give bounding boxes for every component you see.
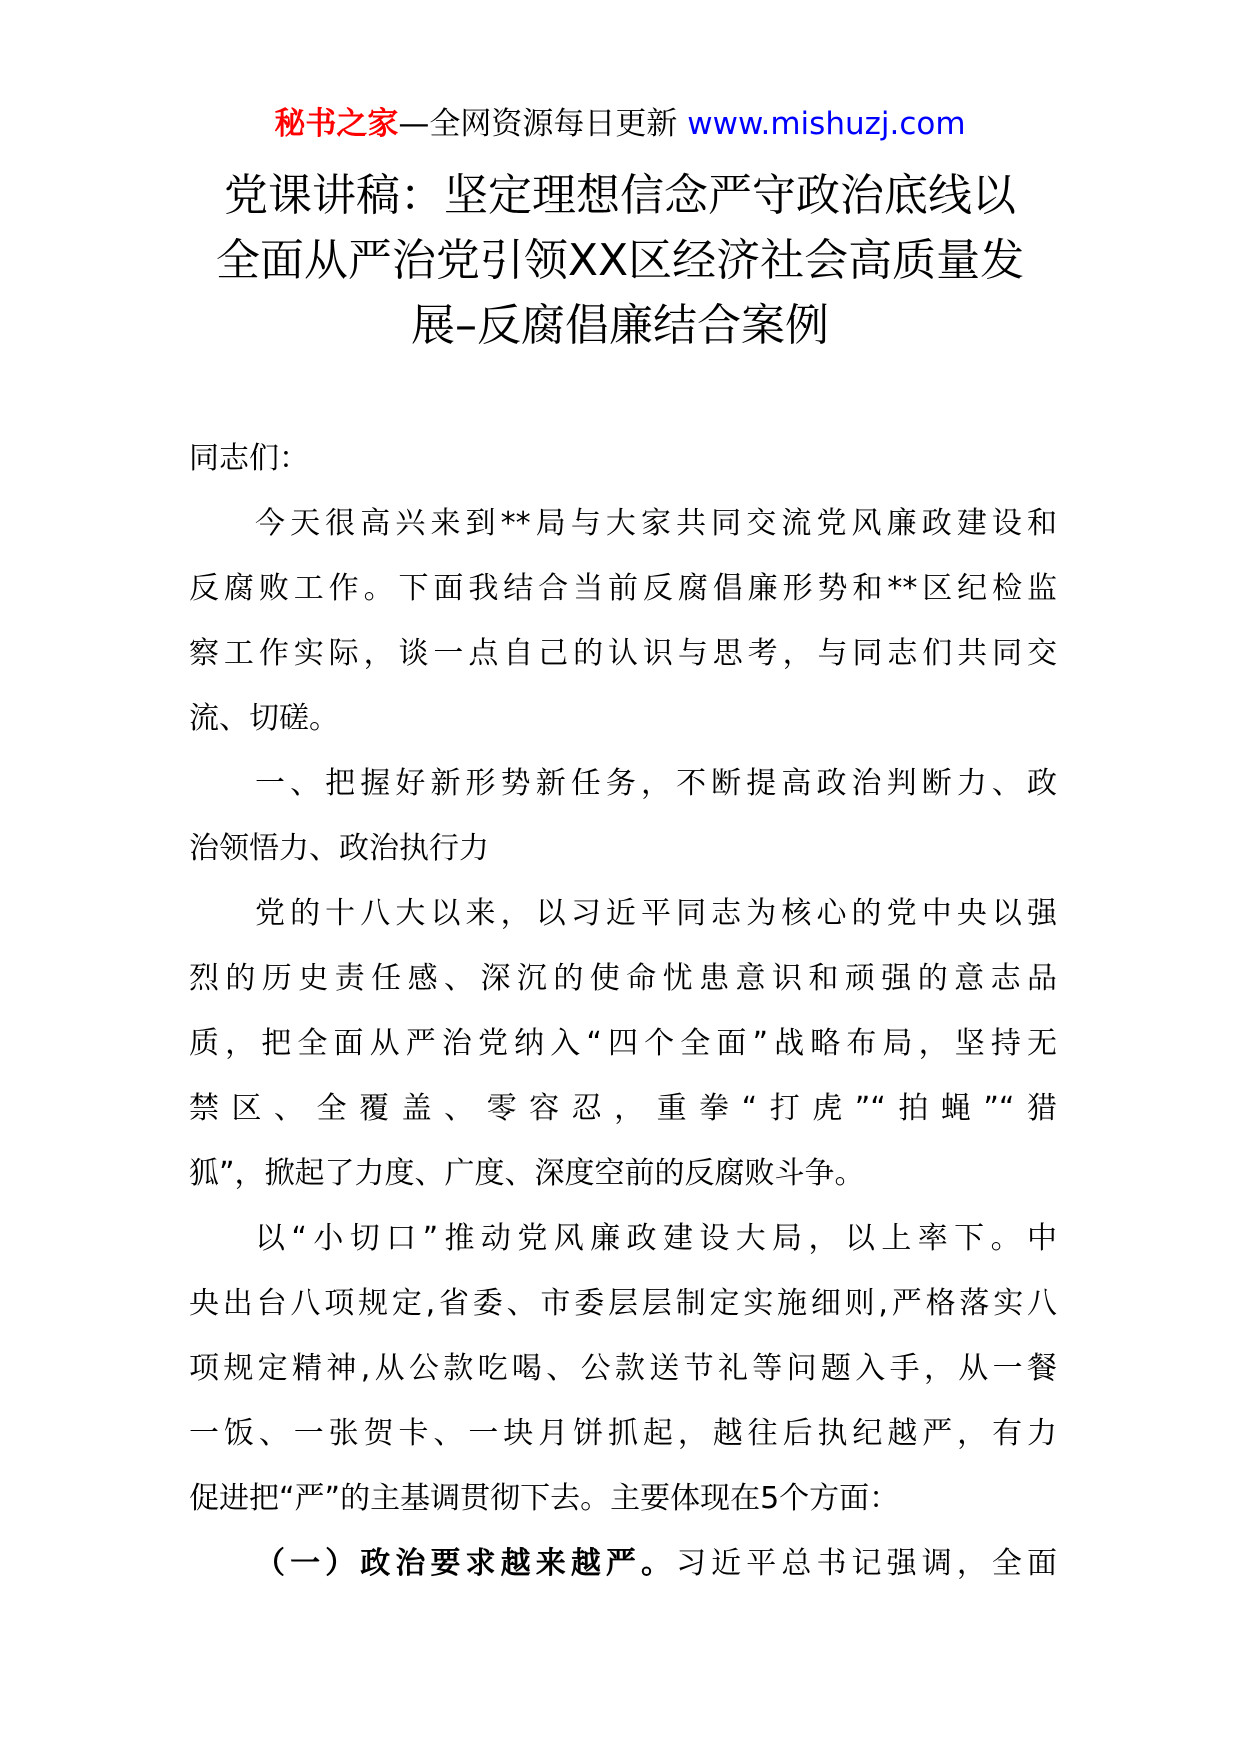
paragraph xyxy=(189,1206,1057,1531)
paragraph-line: 烈的历史责任感、深沉的使命忧患意识和顽强的意志品 xyxy=(189,961,1057,996)
paragraph-text: 习近平总书记强调，全面 xyxy=(676,1546,1058,1581)
site-url-link[interactable]: www.mishuzj.com xyxy=(687,106,966,142)
site-banner xyxy=(0,102,1240,146)
salutation: 同志们： xyxy=(189,441,309,476)
paragraph-line: 质，把全面从严治党纳入“四个全面”战略布局，坚持无 xyxy=(189,1026,1057,1061)
paragraph xyxy=(189,751,1057,881)
paragraph-line: 狐”，掀起了力度、广度、深度空前的反腐败斗争。 xyxy=(189,1156,865,1191)
paragraph-line: 一、把握好新形势新任务，不断提高政治判断力、政 xyxy=(255,766,1057,801)
document-title xyxy=(180,163,1060,358)
paragraph-line: 以“小切口”推动党风廉政建设大局，以上率下。中 xyxy=(255,1221,1057,1256)
document-body xyxy=(189,426,1057,1596)
paragraph-line: 项规定精神,从公款吃喝、公款送节礼等问题入手，从一餐 xyxy=(189,1351,1057,1386)
paragraph-line: 促进把“严”的主基调贯彻下去。主要体现在5个方面： xyxy=(189,1481,900,1516)
title-line: 党课讲稿：坚定理想信念严守政治底线以 xyxy=(224,170,1016,221)
paragraph-line: 流、切磋。 xyxy=(189,701,339,736)
paragraph xyxy=(189,881,1057,1206)
paragraph-line: 察工作实际，谈一点自己的认识与思考，与同志们共同交 xyxy=(189,636,1057,671)
paragraph-line: 今天很高兴来到**局与大家共同交流党风廉政建设和 xyxy=(255,506,1057,541)
title-line: 展–反腐倡廉结合案例 xyxy=(411,300,829,351)
section-heading: （一）政治要求越来越严。 xyxy=(255,1546,677,1581)
paragraph-line: 党的十八大以来，以习近平同志为核心的党中央以强 xyxy=(255,896,1057,931)
section-heading-paragraph xyxy=(189,1531,1057,1596)
paragraph-line: 央出台八项规定,省委、市委层层制定实施细则,严格落实八 xyxy=(189,1286,1057,1321)
title-line: 全面从严治党引领XX区经济社会高质量发 xyxy=(215,235,1025,286)
banner-tagline: —全网资源每日更新 xyxy=(398,106,688,142)
paragraph-line: 禁区、全覆盖、零容忍，重拳“打虎”“拍蝇”“猎 xyxy=(189,1091,1057,1126)
paragraph-line: 一饭、一张贺卡、一块月饼抓起，越往后执纪越严，有力 xyxy=(189,1416,1057,1451)
paragraph-line: 反腐败工作。下面我结合当前反腐倡廉形势和**区纪检监 xyxy=(189,571,1057,606)
paragraph-line: 治领悟力、政治执行力 xyxy=(189,831,489,866)
paragraph xyxy=(189,491,1057,751)
brand-name: 秘书之家 xyxy=(274,106,399,142)
